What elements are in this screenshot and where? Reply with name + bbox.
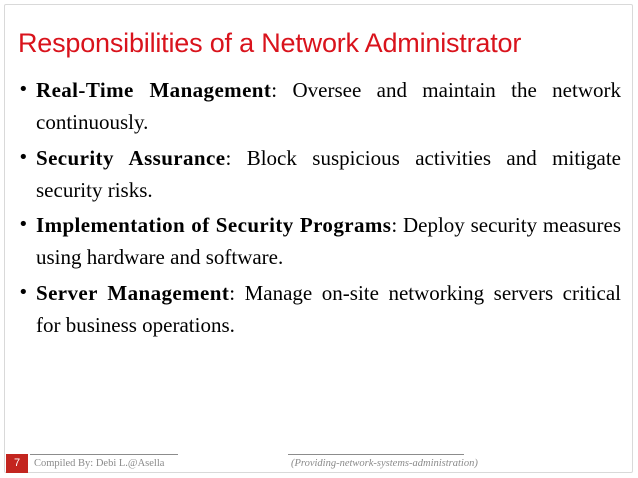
bullet-term: Security Assurance — [36, 145, 226, 170]
footer-credit: Compiled By: Debi L.@Asella — [34, 458, 165, 469]
bullet-separator: : — [271, 78, 278, 102]
bullet-icon: • — [18, 214, 29, 235]
bullet-separator: : — [229, 280, 236, 305]
footer-divider-right — [288, 454, 464, 455]
footer-source: (Providing-network-systems-administration) — [291, 458, 478, 469]
bullet-item-implementation-of-security-programs — [18, 209, 621, 273]
bullet-text: Deploy security measures using hardware and software. — [36, 213, 622, 269]
bullet-item-server-management — [18, 277, 621, 341]
footer-divider-left — [30, 454, 178, 455]
bullet-term: Server Management — [36, 280, 230, 305]
bullet-term: Implementation of Security Programs — [36, 213, 392, 237]
bullet-text: Block suspicious activities and mitigate security risks. — [36, 145, 621, 202]
bullet-text: Manage on-site networking servers critical for business operations. — [36, 280, 621, 337]
bullet-icon: • — [18, 79, 29, 100]
bullet-separator: : — [391, 213, 398, 237]
bullet-item-real-time-management — [18, 74, 621, 138]
bullet-icon: • — [18, 146, 29, 168]
bullet-term: Real-Time Management — [36, 78, 272, 102]
bullet-text: Oversee and maintain the network continuously. — [36, 78, 621, 134]
bullet-list — [18, 74, 621, 344]
bullet-icon: • — [18, 281, 29, 303]
page-number-badge: 7 — [6, 454, 28, 473]
bullet-item-security-assurance — [18, 142, 621, 206]
slide-title: Responsibilities of a Network Administrator — [18, 28, 522, 58]
bullet-separator: : — [225, 145, 232, 170]
